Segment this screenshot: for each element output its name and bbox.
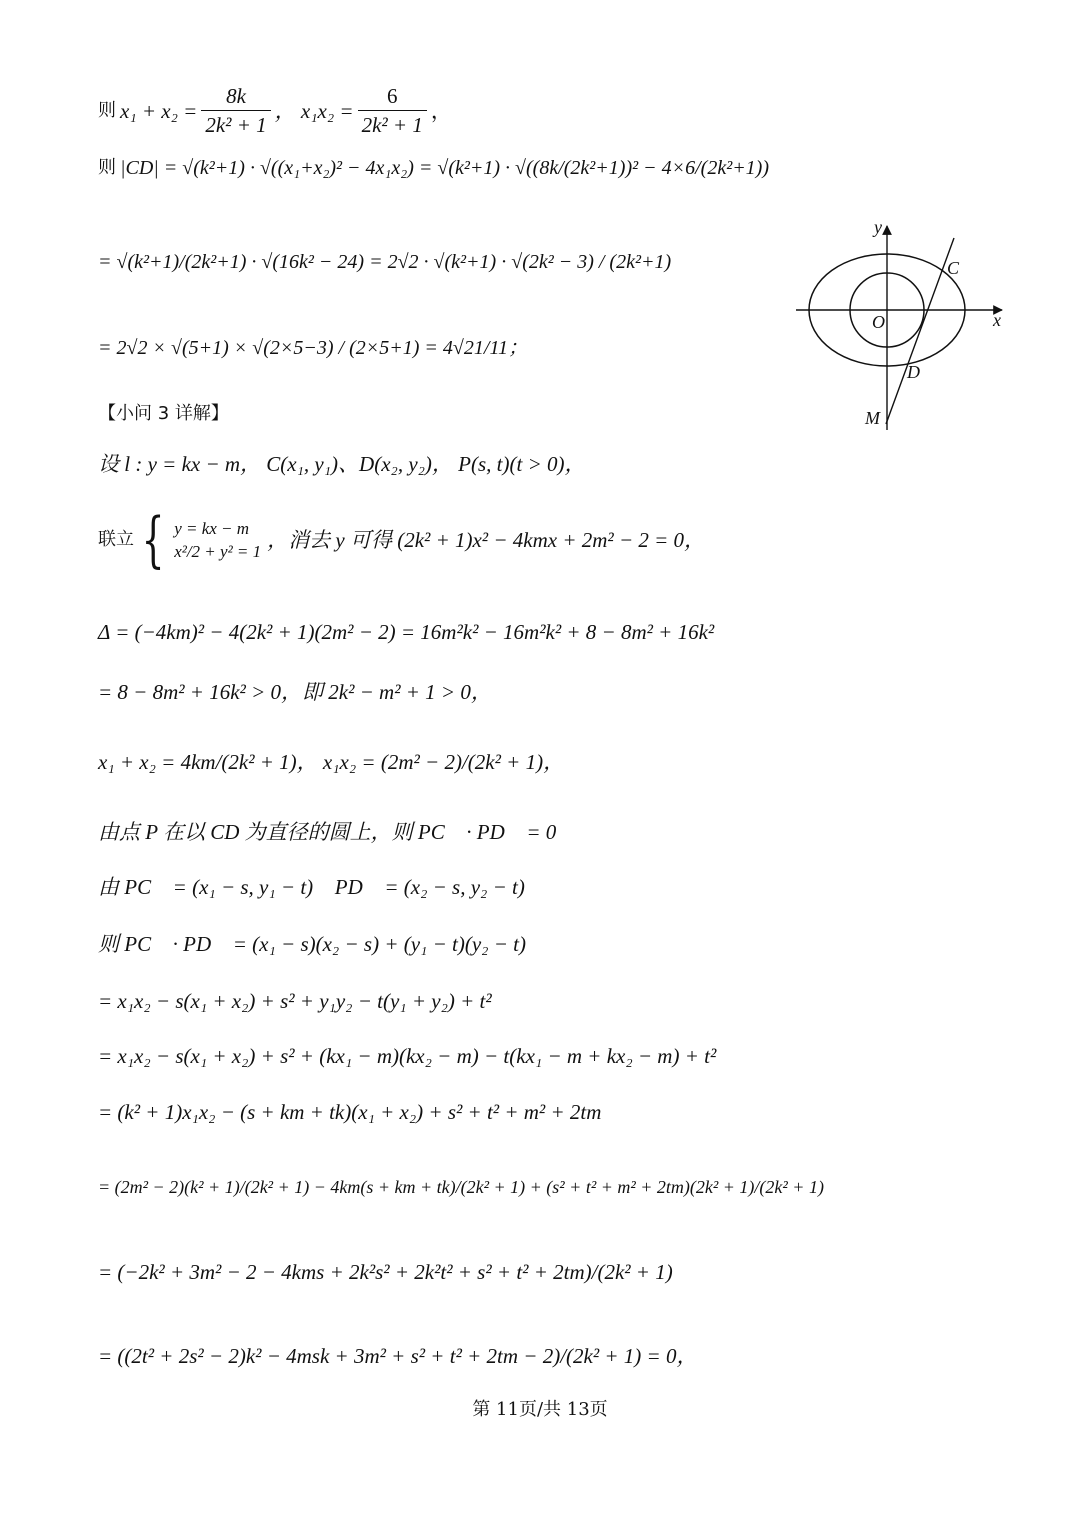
line-6-system: 联立 { y = kx − m x²/2 + y² = 1 ，消去 y 可得 (2k² + 1)x² − 4kmx + 2m² − 2 = 0， (98, 505, 706, 575)
page-footer: 第 11页/共 13页 (472, 1399, 608, 1420)
line-12: 则 PC⃗ · PD⃗ = (x₁ − s)(x₂ − s) + (y₁ − t)(y₂ − t) (98, 932, 526, 956)
label-y: y (874, 218, 882, 237)
line-3: = √(k²+1)/(2k²+1) · √(16k² − 24) = 2√2 · √(k²+1) · √(2k² − 3) / (2k²+1) (98, 251, 672, 273)
label-c: C (947, 258, 960, 278)
label-m: M (865, 408, 880, 428)
line-5: 设 l : y = kx − m， C(x₁, y₁)、D(x₂, y₂)， P(s, t)(t > 0)， (98, 452, 586, 476)
line-9: x₁ + x₂ = 4km/(2k² + 1)， x₁x₂ = (2m² − 2)/(2k² + 1)， (98, 750, 565, 774)
line-1: 则 x₁ + x₂ = $\frac{8k}{\text{2k² + 1}}$ ， x₁x₂ = $\frac{6}{\text{2k² + 1}}$ ， (98, 84, 452, 137)
section-heading: 【小问 3 详解】 (98, 403, 229, 424)
line-16: = (2m² − 2)(k² + 1)/(2k² + 1) − 4km(s + km + tk)/(2k² + 1) + (s² + t² + m² + 2tm)(2k² + 1)/(2k² + 1) (98, 1177, 824, 1197)
line-14: = x₁x₂ − s(x₁ + x₂) + s² + (kx₁ − m)(kx₂ − m) − t(kx₁ − m + kx₂ − m) + t² (98, 1044, 717, 1068)
label-d: D (907, 362, 920, 382)
equation-system: y = kx − m x²/2 + y² = 1 (174, 519, 262, 561)
line-15: = (k² + 1)x₁x₂ − (s + km + tk)(x₁ + x₂) + s² + t² + m² + 2tm (98, 1100, 602, 1124)
line-10: 由点 P 在以 CD 为直径的圆上，则 PC⃗ · PD⃗ = 0， (98, 820, 573, 844)
line-13: = x₁x₂ − s(x₁ + x₂) + s² + y₁y₂ − t(y₁ + y₂) + t² (98, 989, 492, 1013)
fraction: $\frac{6}{\text{2k² + 1}}$ (358, 86, 427, 136)
line-4: = 2√2 × √(5+1) × √(2×5−3) / (2×5+1) = 4√21/11； (98, 337, 528, 359)
line-l (886, 238, 954, 424)
line-17: = (−2k² + 3m² − 2 − 4kms + 2k²s² + 2k²t² + s² + t² + 2tm)/(2k² + 1) (98, 1260, 673, 1284)
line-18: = ((2t² + 2s² − 2)k² − 4msk + 3m² + s² + t² + 2tm − 2)/(2k² + 1) = 0， (98, 1344, 698, 1368)
line-7: Δ = (−4km)² − 4(2k² + 1)(2m² − 2) = 16m²k² − 16m²k² + 8 − 8m² + 16k² (98, 620, 715, 644)
line-11: 由 PC⃗ = (x₁ − s, y₁ − t)， PD⃗ = (x₂ − s, y₂ − t)， (98, 875, 542, 899)
label-o: O (872, 312, 885, 332)
line-2: 则 |CD| = √(k²+1) · √((x₁+x₂)² − 4x₁x₂) = √(k²+1) · √((8k/(2k²+1))² − 4×6/(2k²+1)) (98, 157, 770, 179)
left-brace: { (141, 505, 165, 575)
ellipse-circle-figure (790, 218, 1020, 433)
label-x: x (993, 310, 1001, 330)
fraction: $\frac{8k}{\text{2k² + 1}}$ (201, 86, 270, 136)
line-8: = 8 − 8m² + 16k² > 0，即 2k² − m² + 1 > 0， (98, 680, 492, 704)
